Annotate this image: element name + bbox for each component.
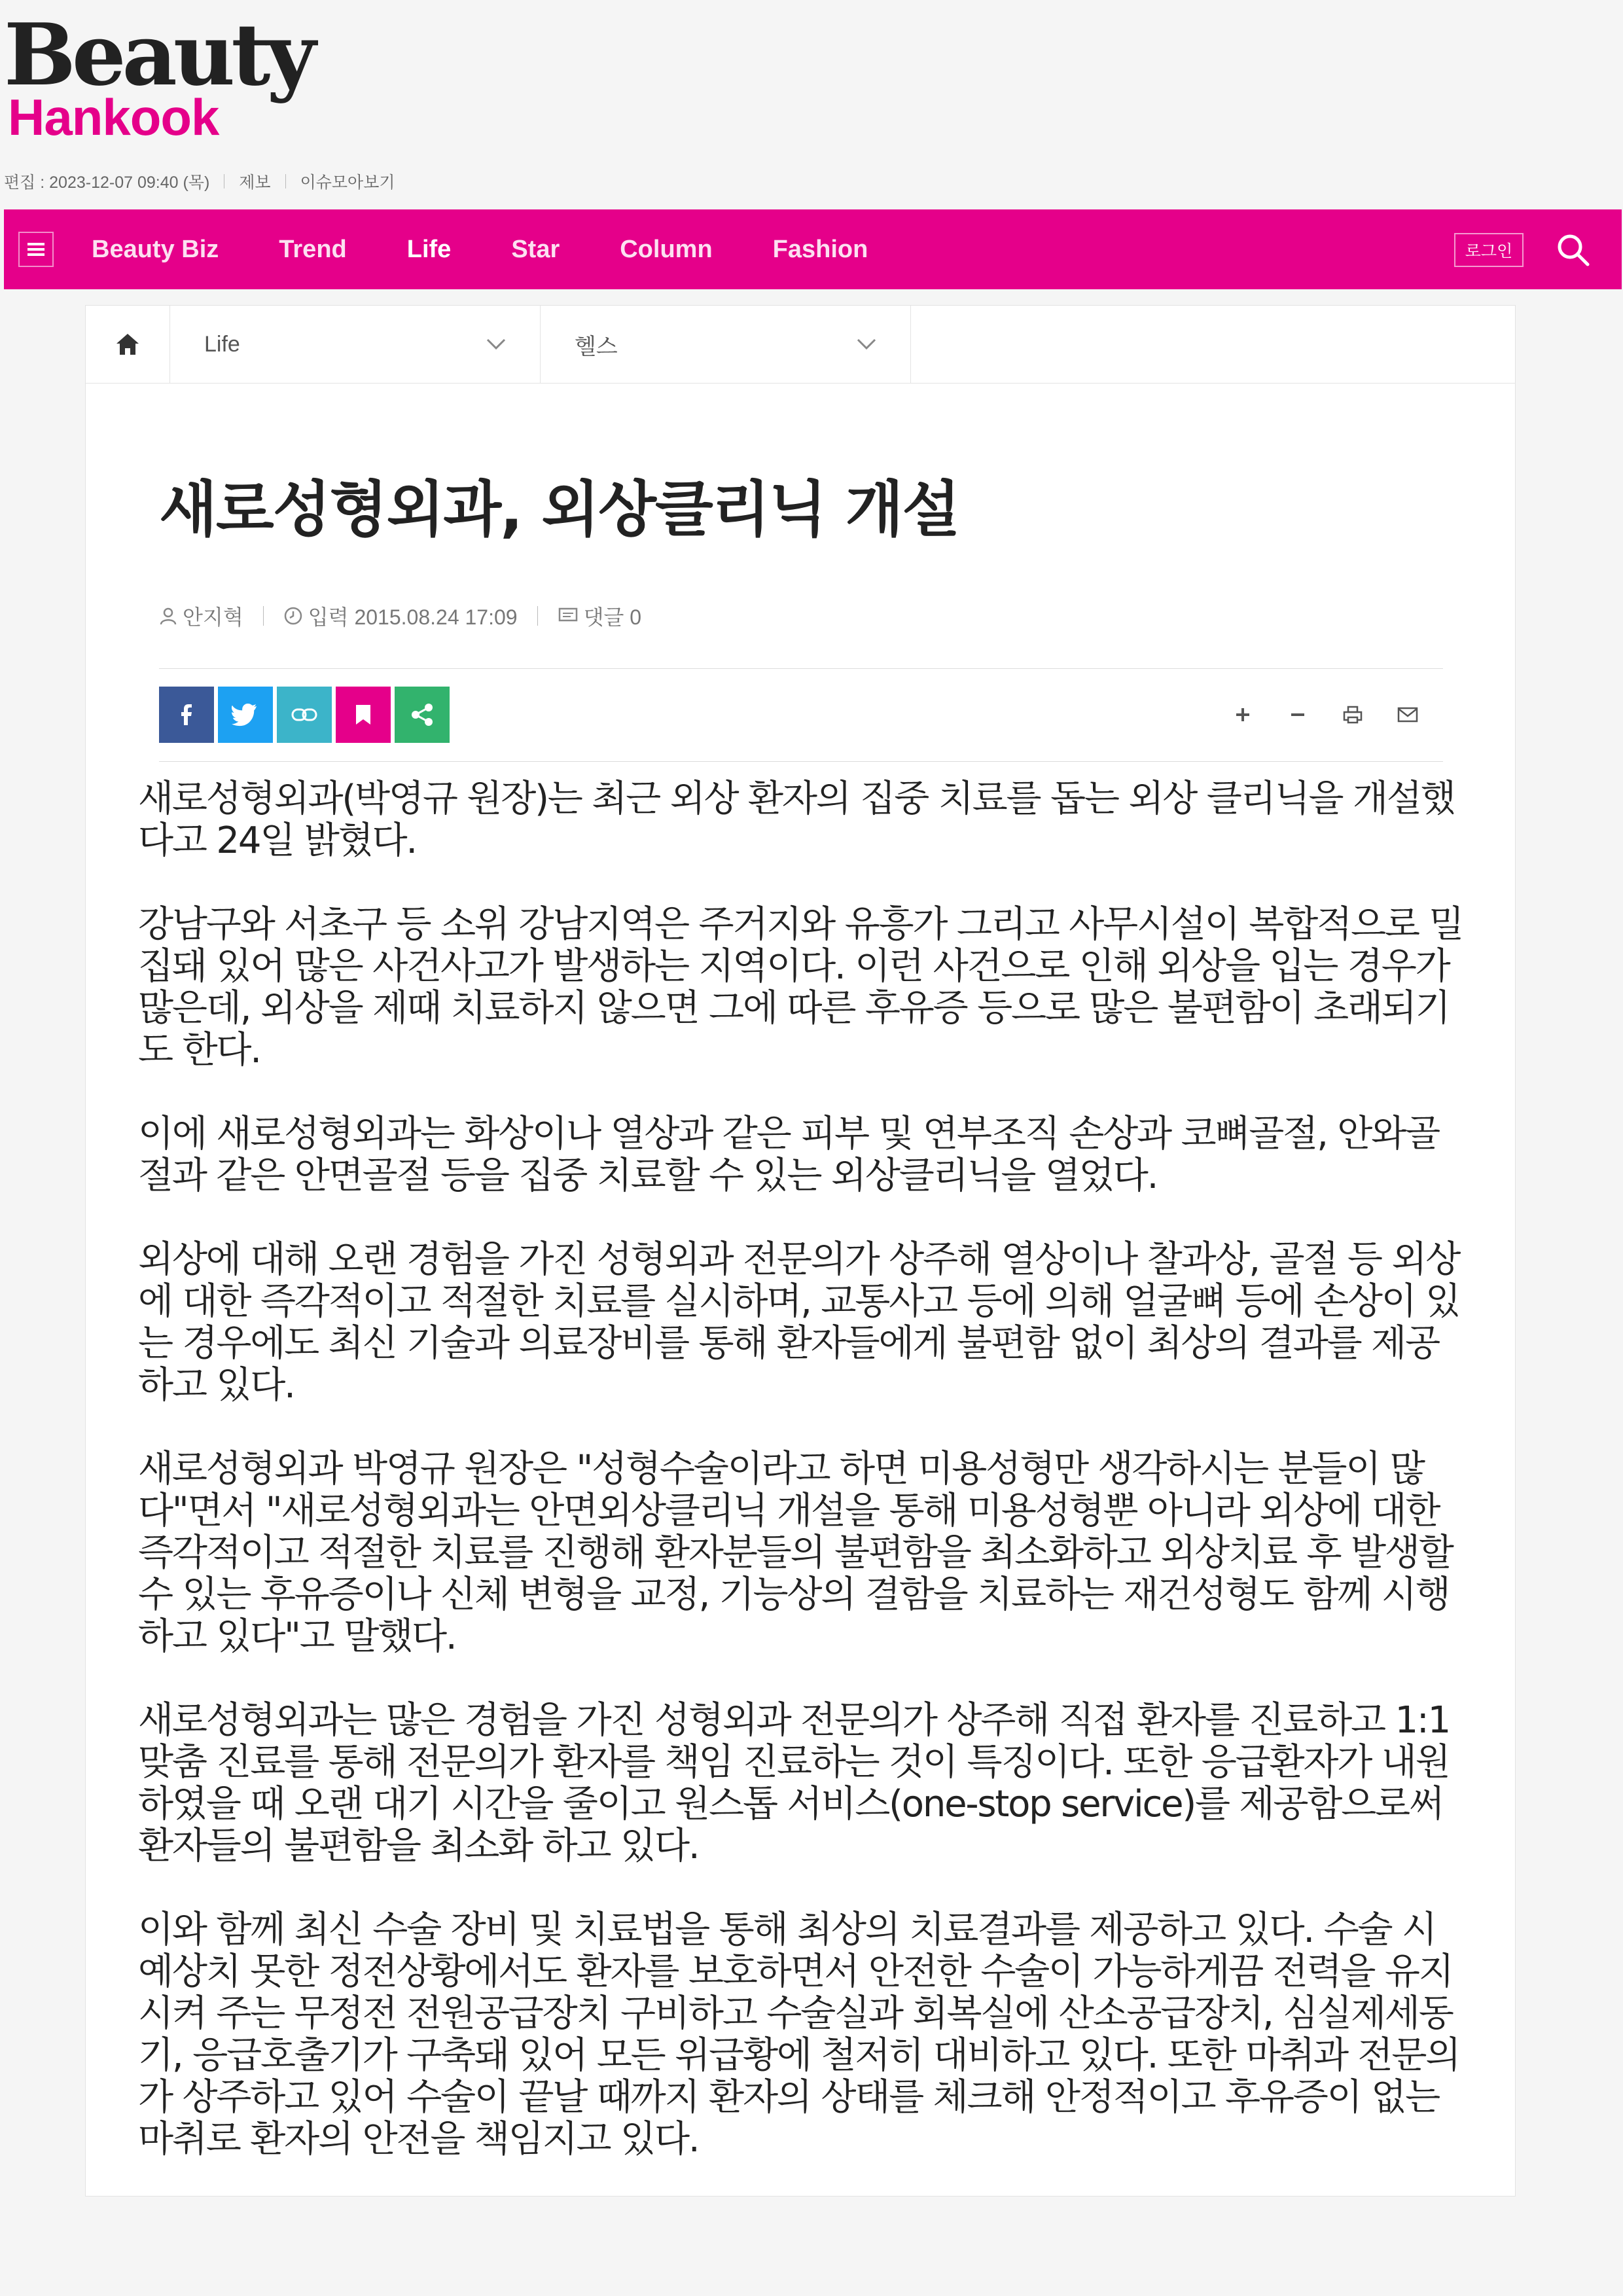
divider [159,761,1443,762]
link-icon [291,707,318,723]
chevron-down-icon [486,338,506,350]
article-paragraph: 외상에 대해 오랜 경험을 가진 성형외과 전문의가 상주해 열상이나 찰과상, 골절 등 외상에 대한 즉각적이고 적절한 치료를 실시하며, 교통사고 등에 의해 얼굴뼈 등에 손상이 있는 경우에도 최신 기술과 의료장비를 통해 환자들에게 불편함 없이 최상의 결과를 제공하고 있다. [138,1238,1460,1407]
comments-link[interactable] [558,601,642,631]
section-dropdown[interactable] [170,306,541,383]
article-tools [1215,698,1435,731]
subsection-label: 헬스 [575,334,618,359]
print-icon [1343,706,1363,724]
article-body [138,778,1467,2202]
email-button[interactable] [1380,698,1435,731]
divider [537,606,538,626]
nav-item-beauty-biz[interactable]: Beauty Biz [92,235,219,263]
breadcrumb [86,306,1515,384]
site-logo[interactable] [4,5,312,146]
divider [159,668,1443,669]
nav-item-star[interactable]: Star [511,235,560,263]
article-paragraph: 새로성형외과 박영규 원장은 "성형수술이라고 하면 미용성형만 생각하시는 분들이 많다"면서 "새로성형외과는 안면외상클리닉 개설을 통해 미용성형뿐 아니라 외상에 대한 즉각적이고 적절한 치료를 진행해 환자분들의 불편함을 최소화하고 외상치료 후 발생할 수 있는 후유증이나 신체 변형을 교정, 기능상의 결함을 치료하는 재건성형도 함께 시행하고 있다"고 말했다. [138,1448,1453,1658]
home-icon [115,332,141,357]
article-paragraph: 강남구와 서초구 등 소위 강남지역은 주거지와 유흥가 그리고 사무시설이 복합적으로 밀집돼 있어 많은 사건사고가 발생하는 지역이다. 이런 사건으로 인해 외상을 입는 경우가 많은데, 외상을 제때 치료하지 않으면 그에 따른 후유증 등으로 많은 불편함이 초래되기도 한다. [138,903,1463,1071]
search-button[interactable] [1554,230,1593,270]
share-icon [410,702,435,727]
subsection-dropdown[interactable] [541,306,911,383]
article-card [85,305,1516,2197]
facebook-share-button[interactable] [159,687,214,743]
clock-icon [283,606,303,626]
article-paragraph: 새로성형외과(박영규 원장)는 최근 외상 환자의 집중 치료를 돕는 외상 클리닉을 개설했다고 24일 밝혔다. [138,778,1455,862]
search-icon [1554,230,1593,270]
edit-date: 편집 : 2023-12-07 09:40 (목) [4,173,210,192]
nav-item-trend[interactable]: Trend [279,235,347,263]
chevron-down-icon [857,338,876,350]
author-name: 안지혁 [183,605,243,629]
minus-icon [1290,707,1306,723]
author [159,601,243,631]
tip-link[interactable]: 제보 [239,173,271,192]
nav-item-fashion[interactable]: Fashion [772,235,868,263]
comments-count: 댓글 0 [583,605,642,629]
plus-icon [1235,707,1251,723]
login-button[interactable]: 로그인 [1454,233,1524,267]
nav-items [92,236,928,264]
published-text: 입력 2015.08.24 17:09 [308,605,518,629]
share-bar [159,687,454,743]
issues-link[interactable]: 이슈모아보기 [300,173,395,192]
divider [263,606,264,626]
hamburger-icon [27,243,45,256]
bookmark-button[interactable] [336,687,391,743]
facebook-icon [173,702,200,728]
logo-text-beauty: Beauty [4,5,312,105]
user-icon [159,607,177,625]
section-label: Life [204,331,240,357]
font-decrease-button[interactable] [1270,698,1325,731]
article-meta [159,601,641,630]
main-nav [4,209,1622,289]
top-info-bar [4,170,395,193]
twitter-icon [232,703,259,726]
font-increase-button[interactable] [1215,698,1270,731]
logo-text-hankook: Hankook [8,88,219,146]
home-button[interactable] [86,306,170,383]
bookmark-icon [355,704,372,726]
copy-link-button[interactable] [277,687,332,743]
article-title: 새로성형외과, 외상클리닉 개설 [159,475,959,545]
nav-item-life[interactable]: Life [406,235,452,263]
menu-button[interactable] [18,232,54,267]
mail-icon [1397,707,1418,723]
comment-icon [558,607,579,625]
article-paragraph: 새로성형외과는 많은 경험을 가진 성형외과 전문의가 상주해 직접 환자를 진료하고 1:1 맞춤 진료를 통해 전문의가 환자를 책임 진료하는 것이 특징이다. 또한 응급환자가 내원하였을 때 오랜 대기 시간을 줄이고 원스톱 서비스(one-stop service)를 제공함으로써 환자들의 불편함을 최소화 하고 있다. [138,1699,1450,1867]
published-date [283,601,518,631]
article-paragraph: 이에 새로성형외과는 화상이나 열상과 같은 피부 및 연부조직 손상과 코뼈골절, 안와골절과 같은 안면골절 등을 집중 치료할 수 있는 외상클리닉을 열었다. [138,1113,1439,1197]
twitter-share-button[interactable] [218,687,273,743]
divider [285,174,286,188]
nav-item-column[interactable]: Column [620,235,713,263]
share-button[interactable] [395,687,450,743]
article-paragraph: 이와 함께 최신 수술 장비 및 치료법을 통해 최상의 치료결과를 제공하고 있다. 수술 시 예상치 못한 정전상황에서도 환자를 보호하면서 안전한 수술이 가능하게끔 전력을 유지시켜 주는 무정전 전원공급장치 구비하고 수술실과 회복실에 산소공급장치, 심실제세동기, 응급호출기가 구축돼 있어 모든 위급황에 철저히 대비하고 있다. 또한 마취과 전문의가 상주하고 있어 수술이 끝날 때까지 환자의 상태를 체크해 안정적이고 후유증이 없는 마취로 환자의 안전을 책임지고 있다. [138,1909,1460,2161]
print-button[interactable] [1325,698,1380,731]
